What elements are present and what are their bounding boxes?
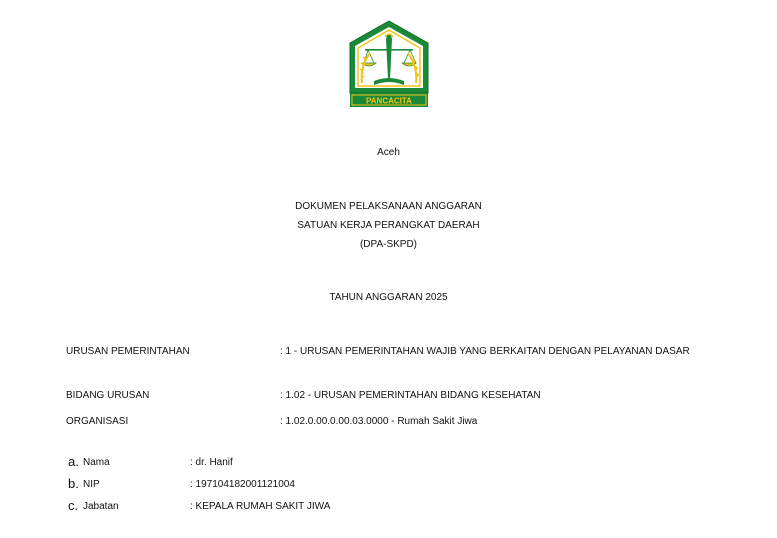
emblem-banner-text: PANCACITA: [366, 96, 412, 106]
urusan-label: URUSAN PEMERINTAHAN: [66, 346, 190, 357]
signatory-name-value: : dr. Hanif: [190, 457, 233, 468]
document-title-line3: (DPA-SKPD): [359, 239, 418, 250]
urusan-value: : 1 - URUSAN PEMERINTAHAN WAJIB YANG BERKAITAN DENGAN PELAYANAN DASAR: [280, 346, 690, 357]
signatory-jabatan-value: : KEPALA RUMAH SAKIT JIWA: [190, 501, 331, 512]
signatory-jabatan-label: Jabatan: [83, 501, 119, 512]
signatory-nip-label: NIP: [83, 479, 100, 490]
fiscal-year: TAHUN ANGGARAN 2025: [329, 292, 448, 303]
region-name: Aceh: [377, 147, 400, 158]
bidang-value: : 1.02 - URUSAN PEMERINTAHAN BIDANG KESEHATAN: [280, 390, 541, 401]
signatory-name-label: Nama: [83, 457, 110, 468]
aceh-emblem-logo: [348, 19, 430, 109]
signatory-a-letter: a.: [68, 454, 79, 469]
organisasi-label: ORGANISASI: [66, 416, 129, 427]
document-title-line2: SATUAN KERJA PERANGKAT DAERAH: [297, 220, 480, 231]
signatory-b-letter: b.: [68, 476, 79, 491]
organisasi-value: : 1.02.0.00.0.00.03.0000 - Rumah Sakit Jiwa: [280, 416, 478, 427]
document-title-line1: DOKUMEN PELAKSANAAN ANGGARAN: [295, 201, 482, 212]
signatory-nip-value: : 197104182001121004: [190, 479, 295, 490]
bidang-label: BIDANG URUSAN: [66, 390, 150, 401]
signatory-c-letter: c.: [68, 498, 79, 513]
